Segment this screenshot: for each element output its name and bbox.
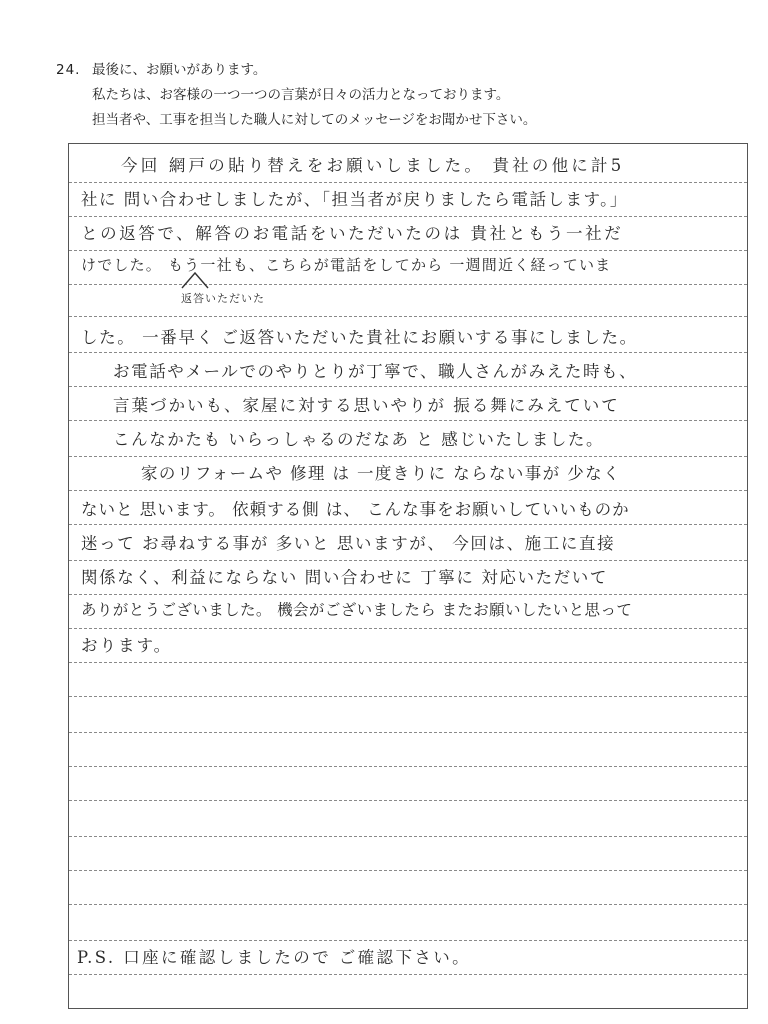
answer-box <box>68 143 748 1009</box>
handwritten-line: 迷って お尋ねする事が 多いと 思いますが、 今回は、施工に直接 <box>81 534 616 553</box>
handwritten-insertion: 返答いただいた <box>181 292 265 305</box>
handwritten-line: 言葉づかいも、家屋に対する思いやりが 振る舞にみえていて <box>113 396 620 415</box>
ruled-line <box>69 662 747 663</box>
ruled-line <box>69 594 747 595</box>
ruled-line <box>69 420 747 421</box>
ruled-line <box>69 940 747 941</box>
ruled-line <box>69 316 747 317</box>
ruled-line <box>69 386 747 387</box>
question-number: 24. <box>56 62 81 78</box>
handwritten-postscript: P.S. 口座に確認しましたので ご確認下さい。 <box>77 948 472 967</box>
ruled-line <box>69 766 747 767</box>
handwritten-line: との返答で、解答のお電話をいただいたのは 貴社ともう一社だ <box>81 224 624 243</box>
ruled-line <box>69 870 747 871</box>
handwritten-line: 今回 網戸の貼り替えをお願いしました。 貴社の他に計5 <box>121 156 625 175</box>
ruled-line <box>69 250 747 251</box>
ruled-line <box>69 352 747 353</box>
ruled-line <box>69 456 747 457</box>
ruled-line <box>69 836 747 837</box>
ruled-line <box>69 696 747 697</box>
handwritten-line: ありがとうございました。 機会がございましたら またお願いしたいと思って <box>81 601 633 619</box>
ruled-line <box>69 560 747 561</box>
handwritten-line: した。 一番早く ご返答いただいた貴社にお願いする事にしました。 <box>81 328 638 347</box>
ruled-line <box>69 216 747 217</box>
ruled-line <box>69 732 747 733</box>
question-title: 最後に、お願いがあります。 <box>92 62 267 78</box>
question-block <box>56 58 736 133</box>
question-title-line <box>56 58 736 83</box>
ruled-line <box>69 904 747 905</box>
ruled-line <box>69 974 747 975</box>
insertion-caret-icon <box>180 270 210 290</box>
question-line-2: 私たちは、お客様の一つ一つの言葉が日々の活力となっております。 <box>92 87 510 103</box>
ruled-line <box>69 800 747 801</box>
handwritten-line: ないと 思います。 依頼する側 は、 こんな事をお願いしていいものか <box>81 500 630 519</box>
ruled-line <box>69 284 747 285</box>
handwritten-line: けでした。 もう一社も、こちらが電話をしてから 一週間近く経っていま <box>81 256 612 274</box>
ruled-line <box>69 182 747 183</box>
handwritten-line: 社に 問い合わせしましたが、「担当者が戻りましたら電話します。」 <box>81 190 628 209</box>
ruled-line <box>69 628 747 629</box>
handwritten-line: お電話やメールでのやりとりが丁寧で、職人さんがみえた時も、 <box>113 362 638 381</box>
ruled-line <box>69 490 747 491</box>
question-line-3: 担当者や、工事を担当した職人に対してのメッセージをお聞かせ下さい。 <box>92 112 537 128</box>
handwritten-line: 家のリフォームや 修理 は 一度きりに ならない事が 少なく <box>141 464 621 483</box>
handwritten-line: おります。 <box>81 636 173 655</box>
handwritten-line: 関係なく、利益にならない 問い合わせに 丁寧に 対応いただいて <box>81 568 609 587</box>
handwritten-line: こんなかたも いらっしゃるのだなあ と 感じいたしました。 <box>113 430 605 449</box>
ruled-line <box>69 524 747 525</box>
